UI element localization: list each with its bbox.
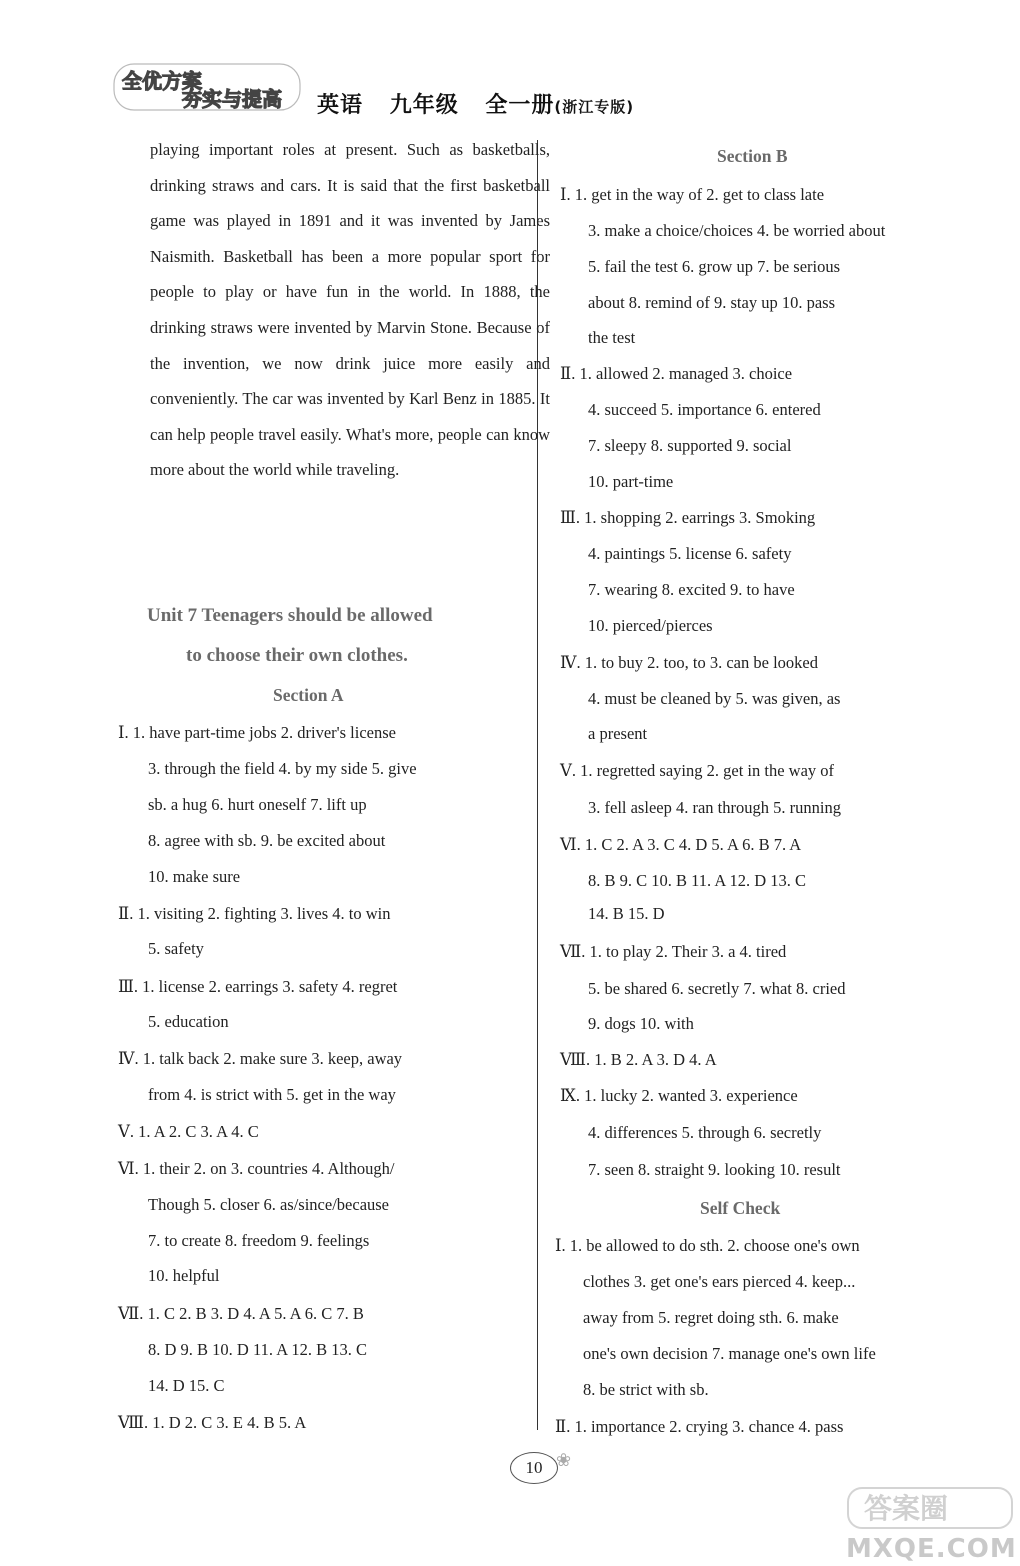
answer-line: Ⅴ. 1. A 2. C 3. A 4. C: [118, 1122, 259, 1141]
page-footer: [500, 1448, 600, 1488]
answer-line: 7. wearing 8. excited 9. to have: [588, 580, 795, 599]
answer-line: Ⅵ. 1. their 2. on 3. countries 4. Although/: [118, 1159, 395, 1178]
answer-line: Ⅸ. 1. lucky 2. wanted 3. experience: [560, 1086, 798, 1105]
answer-line: Ⅰ. 1. have part-time jobs 2. driver's license: [118, 723, 396, 742]
brand-logo: [112, 58, 302, 114]
answer-line: 4. succeed 5. importance 6. entered: [588, 400, 821, 419]
answer-line: 8. D 9. B 10. D 11. A 12. B 13. C: [148, 1340, 367, 1359]
page-number: 10: [510, 1452, 558, 1484]
answer-line: 3. fell asleep 4. ran through 5. running: [588, 798, 841, 817]
answer-line: 4. paintings 5. license 6. safety: [588, 544, 792, 563]
answer-line: sb. a hug 6. hurt oneself 7. lift up: [148, 795, 367, 814]
flower-decoration-icon: ❀: [556, 1450, 572, 1470]
answer-line: one's own decision 7. manage one's own life: [583, 1344, 876, 1363]
answer-line: clothes 3. get one's ears pierced 4. keep...: [583, 1272, 856, 1291]
answer-line: 5. fail the test 6. grow up 7. be serious: [588, 257, 841, 276]
answer-line: 4. differences 5. through 6. secretly: [588, 1123, 822, 1142]
answer-line: Ⅰ. 1. be allowed to do sth. 2. choose one's own: [555, 1236, 860, 1255]
answer-line: 14. D 15. C: [148, 1376, 225, 1395]
grade-label: 九年级: [389, 93, 459, 118]
answer-line: a present: [588, 724, 648, 743]
watermark-logo: [846, 1486, 1014, 1530]
watermark-top-text: 答案圈: [864, 1492, 949, 1525]
answer-line: about 8. remind of 9. stay up 10. pass: [588, 293, 836, 312]
logo-text-top: 全优方案: [122, 69, 202, 93]
answer-line: Ⅷ. 1. D 2. C 3. E 4. B 5. A: [118, 1413, 307, 1432]
answer-line: 5. safety: [148, 939, 204, 958]
answer-line: away from 5. regret doing sth. 6. make: [583, 1308, 839, 1327]
answer-line: 3. through the field 4. by my side 5. give: [148, 759, 417, 778]
answer-line: Ⅲ. 1. shopping 2. earrings 3. Smoking: [560, 508, 816, 527]
answer-line: 8. B 9. C 10. B 11. A 12. D 13. C: [588, 871, 807, 890]
page-header: [112, 58, 672, 118]
answer-line: Ⅰ. 1. get in the way of 2. get to class late: [560, 185, 825, 204]
answer-line: Ⅴ. 1. regretted saying 2. get in the way of: [560, 761, 835, 780]
volume-label: 全一册: [485, 93, 555, 118]
answer-line: Ⅳ. 1. talk back 2. make sure 3. keep, away: [118, 1049, 403, 1068]
answer-line: 4. must be cleaned by 5. was given, as: [588, 689, 841, 708]
answer-line: Ⅳ. 1. to buy 2. too, to 3. can be looked: [560, 653, 818, 672]
answer-line: Ⅷ. 1. B 2. A 3. D 4. A: [560, 1050, 717, 1069]
logo-text-bottom: 夯实与提高: [182, 87, 282, 111]
answer-line: 7. sleepy 8. supported 9. social: [588, 436, 792, 455]
answer-line: 7. to create 8. freedom 9. feelings: [148, 1231, 370, 1250]
section-a-title: Section A: [273, 685, 344, 705]
answer-line: 9. dogs 10. with: [588, 1014, 694, 1033]
answer-line: 5. education: [148, 1012, 229, 1031]
answer-line: 8. agree with sb. 9. be excited about: [148, 831, 386, 850]
answer-line: 3. make a choice/choices 4. be worried about: [588, 221, 886, 240]
answer-line: Ⅲ. 1. license 2. earrings 3. safety 4. regret: [118, 977, 398, 996]
answer-line: Ⅱ. 1. importance 2. crying 3. chance 4. pass: [555, 1417, 844, 1436]
answer-line: 10. pierced/pierces: [588, 616, 713, 635]
answer-line: the test: [588, 328, 636, 347]
answer-line: Ⅱ. 1. visiting 2. fighting 3. lives 4. to win: [118, 904, 391, 923]
answer-line: 10. helpful: [148, 1266, 220, 1285]
answer-line: Ⅵ. 1. C 2. A 3. C 4. D 5. A 6. B 7. A: [560, 835, 802, 854]
watermark-url: MXQE.COM: [846, 1534, 1017, 1564]
answer-line: 10. part-time: [588, 472, 674, 491]
subject-label: 英语: [317, 93, 364, 118]
answer-line: 8. be strict with sb.: [583, 1380, 709, 1399]
self-check-title: Self Check: [700, 1198, 781, 1218]
watermark: [846, 1486, 1016, 1564]
answer-line: 10. make sure: [148, 867, 241, 886]
answer-line: Though 5. closer 6. as/since/because: [148, 1195, 390, 1214]
reading-paragraph: playing important roles at present. Such as basketballs, drinking straws and cars. It is said that the first basketball game was played in 1891 and it was invented by James Naismith. Basketball has been a more popular sport for people to play or have fun in the world. In 1888, the drinking straws were invented by Marvin Stone. Because of the invention, we now drink juice more easily and conveniently. The car was invented by Karl Benz in 1885. It can help people travel easily. What's more, people can know more about the world while traveling.: [150, 140, 550, 480]
unit-title-line1: Unit 7 Teenagers should be allowed: [147, 605, 433, 626]
answer-line: 5. be shared 6. secretly 7. what 8. cried: [588, 979, 846, 998]
answer-line: Ⅶ. 1. to play 2. Their 3. a 4. tired: [560, 942, 787, 961]
unit-title-line2: to choose their own clothes.: [186, 645, 408, 666]
section-b-title: Section B: [717, 146, 788, 166]
book-title: [317, 88, 634, 119]
answer-line: from 4. is strict with 5. get in the way: [148, 1085, 396, 1104]
answer-line: 14. B 15. D: [588, 904, 665, 923]
answer-line: 7. seen 8. straight 9. looking 10. result: [588, 1160, 841, 1179]
edition-label: (浙江专版): [554, 98, 635, 116]
answer-line: Ⅶ. 1. C 2. B 3. D 4. A 5. A 6. C 7. B: [118, 1304, 364, 1323]
answer-line: Ⅱ. 1. allowed 2. managed 3. choice: [560, 364, 793, 383]
